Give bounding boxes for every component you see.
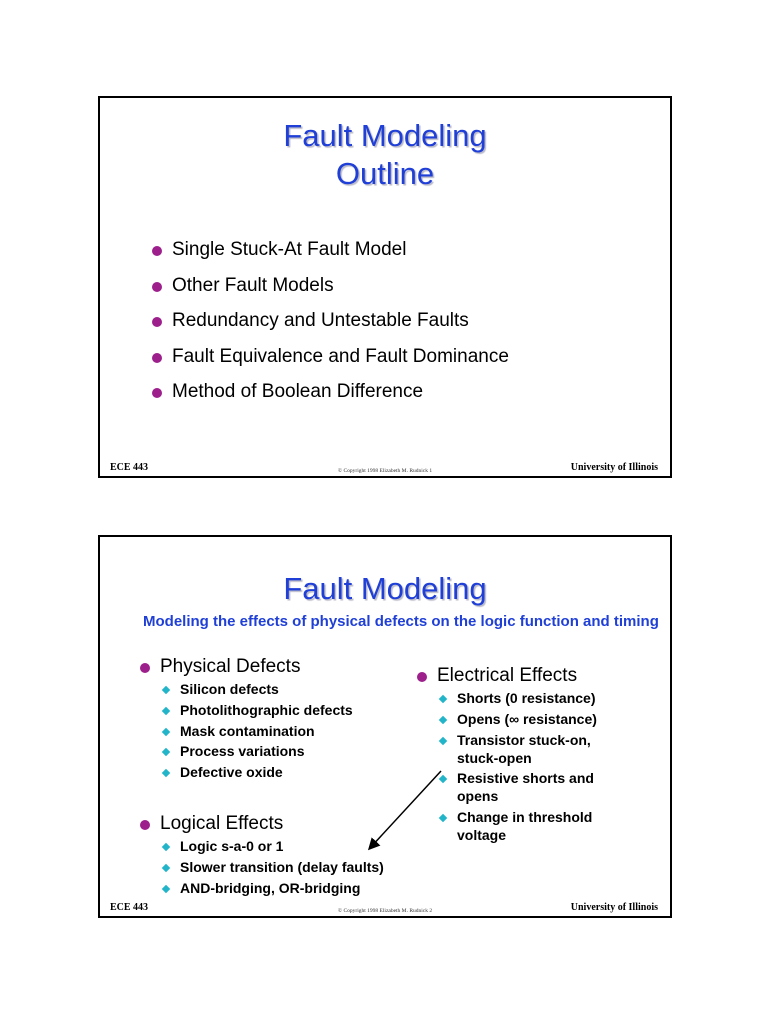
course-label: ECE 443 bbox=[110, 902, 149, 913]
outline-list bbox=[152, 239, 509, 417]
slide-1-title-line-2: Outline bbox=[335, 156, 435, 191]
bullet-icon bbox=[152, 353, 162, 363]
list-item: Change in threshold voltage bbox=[438, 808, 607, 844]
list-item: Logic s-a-0 or 1 bbox=[161, 837, 420, 855]
slide-2-footer bbox=[100, 896, 670, 916]
list-item: Redundancy and Untestable Faults bbox=[152, 310, 509, 346]
list-item: Resistive shorts and opens bbox=[438, 769, 607, 805]
slide-2 bbox=[98, 535, 672, 918]
electrical-effects-heading: Electrical Effects bbox=[417, 665, 657, 687]
copyright-text: © Copyright 1998 Elizabeth M. Rudnick 2 bbox=[337, 908, 433, 914]
course-label: ECE 443 bbox=[110, 462, 149, 473]
bullet-icon bbox=[152, 246, 162, 256]
list-item: Silicon defects bbox=[161, 680, 410, 698]
university-label: University of Illinois bbox=[570, 462, 658, 473]
arrow-icon bbox=[100, 537, 674, 920]
list-item: Defective oxide bbox=[161, 763, 410, 781]
slide-1-title-line-1: Fault Modeling bbox=[283, 118, 487, 153]
list-item: Single Stuck-At Fault Model bbox=[152, 239, 509, 275]
list-item: AND-bridging, OR-bridging bbox=[161, 879, 420, 897]
copyright-text: © Copyright 1998 Elizabeth M. Rudnick 1 bbox=[337, 468, 433, 474]
slide-1-footer bbox=[100, 456, 670, 476]
logical-effects-heading: Logical Effects bbox=[140, 813, 420, 835]
list-item: Method of Boolean Difference bbox=[152, 381, 509, 417]
list-item: Slower transition (delay faults) bbox=[161, 858, 420, 876]
list-item: Photolithographic defects bbox=[161, 701, 410, 719]
bullet-icon bbox=[152, 317, 162, 327]
physical-defects-heading: Physical Defects bbox=[140, 656, 410, 678]
slide-1 bbox=[98, 96, 672, 478]
slide-2-subtitle: Modeling the effects of physical defects on the logic function and timing bbox=[143, 613, 659, 630]
university-label: University of Illinois bbox=[570, 902, 658, 913]
list-item: Fault Equivalence and Fault Dominance bbox=[152, 346, 509, 382]
list-item: Shorts (0 resistance) bbox=[438, 689, 657, 707]
list-item: Opens (∞ resistance) bbox=[438, 710, 657, 728]
bullet-icon bbox=[152, 282, 162, 292]
list-item: Transistor stuck-on, stuck-open bbox=[438, 731, 607, 767]
list-item: Mask contamination bbox=[161, 722, 410, 740]
list-item: Other Fault Models bbox=[152, 275, 509, 311]
slide-2-title: Fault Modeling bbox=[283, 571, 487, 606]
list-item: Process variations bbox=[161, 742, 410, 760]
bullet-icon bbox=[152, 388, 162, 398]
